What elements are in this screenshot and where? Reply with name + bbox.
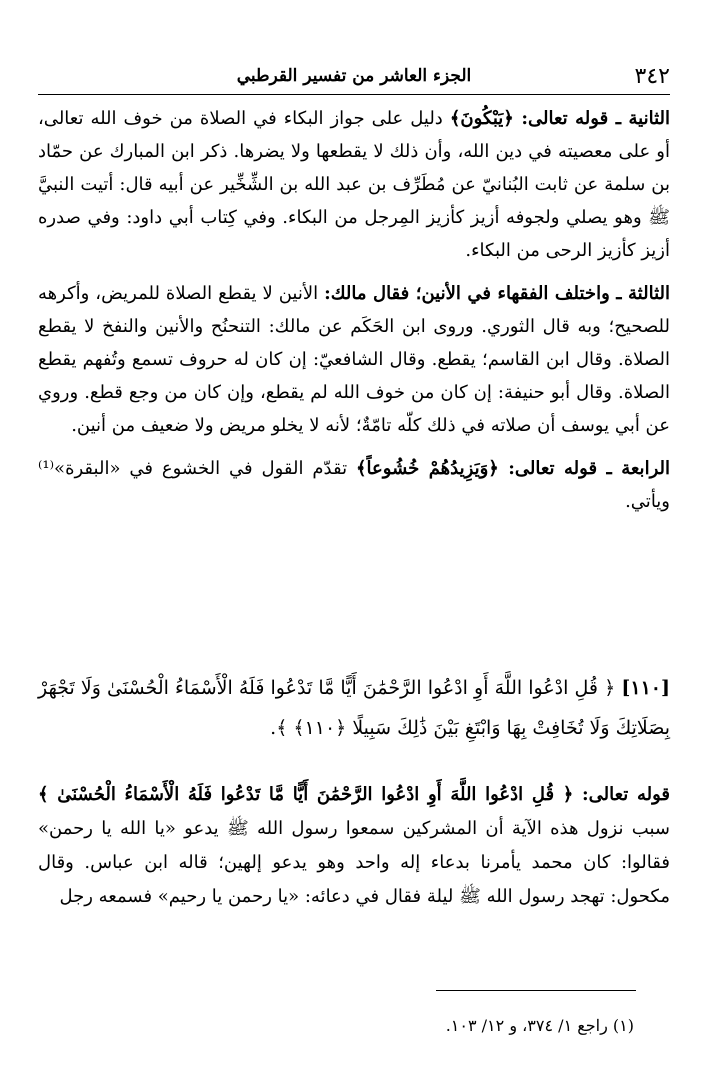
- page-number: ٣٤٢: [634, 64, 670, 89]
- running-title: الجزء العاشر من تفسير القرطبي: [236, 66, 472, 86]
- tafsir-paragraph: [38, 778, 670, 914]
- verse-text: ﴿ قُلِ ادْعُوا اللَّهَ أَوِ ادْعُوا الرَّحْمَٰنَ أَيًّا مَّا تَدْعُوا فَلَهُ الْأَسْمَاءُ الْحُسْنَىٰ وَلَا تَجْهَرْ بِصَلَاتِكَ وَلَا تُخَافِتْ بِهَا وَابْتَغِ بَيْنَ ذَٰلِكَ سَبِيلًا ﴿١١٠﴾ ﴾.: [38, 677, 670, 739]
- paragraph-text: دليل على جواز البكاء في الصلاة من خوف الله تعالى، أو على معصيته في دين الله، وأن ذلك لا يقطعها ولا يضرها. ذكر ابن المبارك عن حمّاد بن سلمة عن ثابت البُنانيّ عن مُطَرِّف بن عبد الله بن الشِّخِّير عن أبيه قال: أتيت النبيَّ ﷺ وهو يصلي ولجوفه أزيز كأزيز المِرجل من البكاء. وفي كِتاب أبي داود: وفي صدره أزيز كأزيز الرحى من البكاء.: [38, 108, 670, 261]
- verse-number: [١١٠]: [621, 677, 671, 699]
- paragraph-lead: الثالثة ـ واختلف الفقهاء في الأنين؛ فقال مالك:: [324, 283, 670, 304]
- footnote: (١) راجع ١/ ٣٧٤، و ١٢/ ١٠٣.: [445, 1016, 634, 1035]
- footnote-divider: [436, 990, 636, 991]
- paragraph-text: الأنين لا يقطع الصلاة للمريض، وأكرهه للصحيح؛ وبه قال الثوري. وروى ابن الحَكَم عن مالك: التنحنُح والأنين والنفخ لا يقطع الصلاة. وقال ابن القاسم؛ يقطع. وقال الشافعيّ: إن كان له حروف تسمع وتُفهم يقطع الصلاة. وقال أبو حنيفة: إن كان من خوف الله لم يقطع، وإن كان من وجع قطع. وروي عن أبي يوسف أن صلاته في ذلك كلّه تامّةٌ؛ لأنه لا يخلو مريض ولا ضعيف من أنين.: [38, 283, 670, 436]
- main-text: [38, 102, 670, 518]
- paragraph-text: تقدّم القول في الخشوع في «البقرة»⁽¹⁾ ويأتي.: [38, 458, 670, 512]
- paragraph-lead: الرابعة ـ قوله تعالى: ﴿وَيَزِيدُهُمْ خُشُوعاً﴾: [356, 458, 670, 479]
- paragraph-fourth: [38, 452, 670, 518]
- page-header: [38, 62, 670, 95]
- paragraph-third: [38, 277, 670, 442]
- quran-verse: [38, 668, 670, 748]
- paragraph-second: [38, 102, 670, 267]
- paragraph-lead: الثانية ـ قوله تعالى: ﴿يَبْكُونَ﴾: [449, 108, 670, 129]
- tafsir-text: سبب نزول هذه الآية أن المشركين سمعوا رسول الله ﷺ يدعو «يا الله يا رحمن» فقالوا: كان محمد يأمرنا بدعاء إله واحد وهو يدعو إلهين؛ قاله ابن عباس. وقال مكحول: تهجد رسول الله ﷺ ليلة فقال في دعائه: «يا رحمن يا رحيم» فسمعه رجل: [38, 818, 670, 907]
- tafsir-lead: قوله تعالى: ﴿ قُلِ ادْعُوا اللَّهَ أَوِ ادْعُوا الرَّحْمَٰنَ أَيًّا مَّا تَدْعُوا فَلَهُ الْأَسْمَاءُ الْحُسْنَىٰ ﴾: [38, 784, 670, 805]
